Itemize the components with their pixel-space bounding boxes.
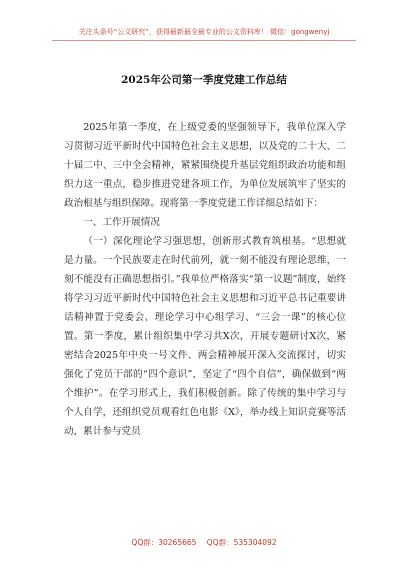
document-body [64, 118, 346, 441]
intro-paragraph: 2025年第一季度，在上级党委的坚强领导下，我单位深入学习贯彻习近平新时代中国特色社会主义思想，以及党的二十大、二十届二中、三中全会精神，紧紧围绕提升基层党组织政治功能和组织力这一重点，稳步推进党建各项工作，为单位发展筑牢了坚实的政治根基与组织保障。现将第一季度党建工作详细总结如下： [64, 122, 346, 209]
footer-qq-groups [0, 536, 408, 550]
subsection-paragraph: （一）深化理论学习强思想，创新形式教育筑根基。“思想就是力量。一个民族要走在时代前列，就一刻不能没有理论思维，一刻不能没有正确思想指引。”我单位严格落实“第一议题”制度，始终将学习习近平新时代中国特色社会主义思想和习近平总书记重要讲话精神置于党委会、理论学习中心组学习、“三会一课”的核心位置。第一季度，累计组织集中学习共X次，开展专题研讨X次，紧密结合2025年中央一号文件、两会精神展开深入交流探讨，切实强化了党员干部的“四个意识”，坚定了“四个自信”，确保做到“两个维护”。在学习形式上，我们积极创新。除了传统的集中学习与个人自学，还组织党员观看红色电影《X》，举办线上知识竞赛等活动，累计参与党员 [64, 236, 346, 437]
header-divider [52, 40, 356, 41]
footer-qq-group-2: QQ群：535304092 [206, 538, 277, 547]
section-heading: 一、工作开展情况 [83, 217, 160, 228]
footer-qq-group-1: QQ群：30265665 [131, 538, 197, 547]
header-notice: 关注头条号“公文研究”，获得最新最全最专业的公文资料库！ 微信：gongwenyj [78, 28, 330, 36]
document-title: 2025年公司第一季度党建工作总结 [121, 74, 287, 86]
